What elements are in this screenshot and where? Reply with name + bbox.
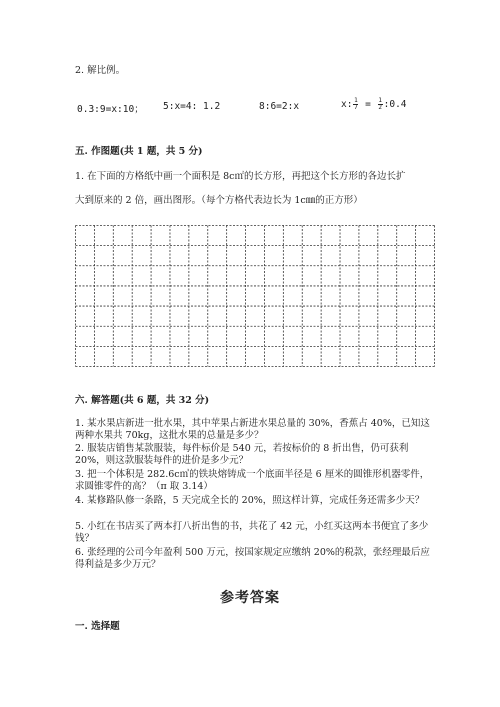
equation-3: 8:6=2:x — [259, 101, 300, 112]
section-5-title: 五. 作图题(共 1 题，共 5 分) — [75, 146, 203, 157]
section-6-title: 六. 解答题(共 6 题，共 32 分) — [75, 395, 210, 406]
problem-4: 4. 某修路队修一条路，5 天完成全长的 20%，照这样计算，完成任务还需多少天？ — [75, 495, 425, 506]
fraction-one-half: $\frac{1}{2}$ — [378, 97, 382, 111]
section-2-heading: 2. 解比例。 — [75, 65, 126, 76]
drawing-question-line-1: 1. 在下面的方格纸中画一个面积是 8c㎡的长方形，再把这个长方形的各边长扩 — [75, 171, 406, 182]
drawing-question-line-2: 大到原来的 2 倍，画出图形。（每个方格代表边长为 1c㎜的正方形） — [75, 195, 363, 206]
answers-section-1: 一. 选择题 — [75, 621, 120, 632]
fraction-one-seventh: $\frac{1}{7}$ — [354, 97, 358, 111]
problem-5: 5. 小红在书店买了两本打八折出售的书，共花了 42 元，小红买这两本书便宜了多少钱？ — [75, 521, 429, 544]
problem-1: 1. 某水果店新进一批水果，其中苹果占新进水果总量的 30%，香蕉占 40%，已知这两种水果共 70kg，这批水果的总量是多少？ — [75, 418, 430, 441]
answers-title: 参考答案 — [220, 590, 280, 606]
equation-2: 5:x=4: 1.2 — [163, 101, 221, 112]
square-grid-paper[interactable] — [75, 225, 435, 367]
problem-2: 2. 服装店销售某款服装，每件标价是 540 元，若按标价的 8 折出售，仍可获利 20%，则这款服装每件的进价是多少元？ — [75, 443, 409, 466]
problem-3: 3. 把一个体积是 282.6c㎥的铁块熔铸成一个底面半径是 6 厘米的圆锥形机器零件，求圆锥零件的高？（π 取 3.14） — [75, 469, 430, 492]
problem-6: 6. 张经理的公司今年盈利 500 万元，按国家规定应缴纳 20%的税款，张经理最后应得利益是多少万元？ — [75, 547, 430, 570]
equation-1: 0.3:9=x:10； — [77, 104, 144, 115]
equation-4: x: $\frac{1}{7}$ = $\frac{1}{2}$ :0.4 — [341, 97, 407, 111]
